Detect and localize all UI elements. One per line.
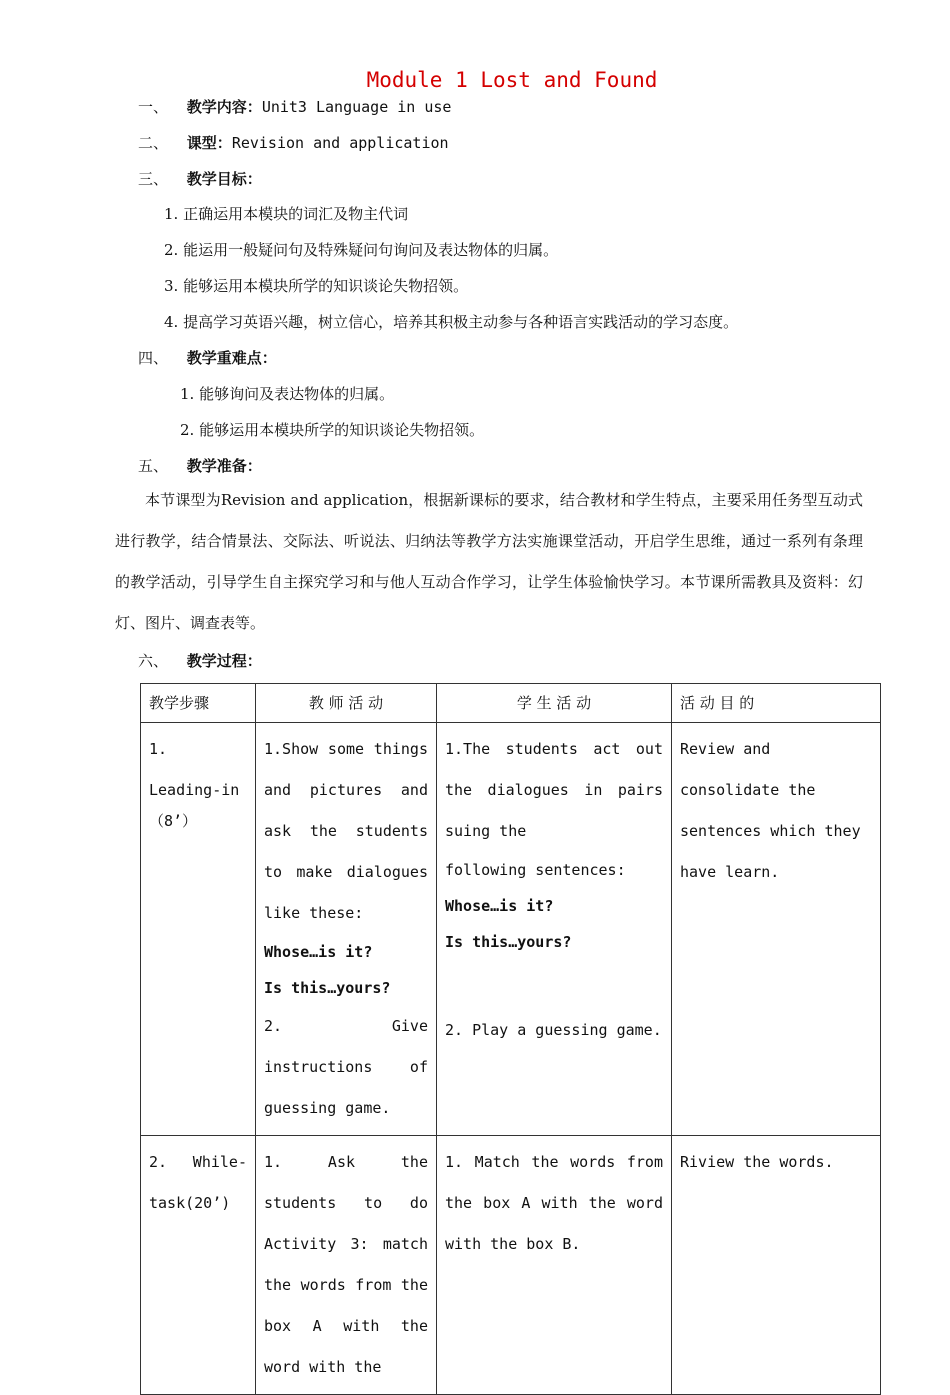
section-goals bbox=[138, 168, 262, 189]
table-header-row bbox=[141, 684, 881, 723]
header-cell-step: 教学步骤 bbox=[141, 684, 256, 723]
section-number: 三、 bbox=[138, 170, 169, 188]
student-question: Whose…is it? bbox=[445, 897, 554, 915]
student-question: Is this…yours? bbox=[445, 933, 572, 951]
cell-teacher bbox=[256, 723, 437, 1136]
section-process bbox=[138, 650, 262, 671]
process-table bbox=[140, 683, 881, 1395]
cell-step bbox=[141, 723, 256, 1136]
section-number: 二、 bbox=[138, 134, 169, 152]
table-row bbox=[141, 1136, 881, 1395]
cell-teacher: 1. Ask the students to do Activity 3: match the words from the box A with the word with the bbox=[256, 1136, 437, 1395]
section-heading: 教学内容： bbox=[186, 98, 262, 116]
section-number: 五、 bbox=[138, 457, 169, 475]
step-label: 1. Leading-in bbox=[149, 740, 240, 799]
step-time: （8’） bbox=[149, 812, 198, 830]
cell-student: 1. Match the words from the box A with the word with the box B. bbox=[437, 1136, 672, 1395]
section-number: 四、 bbox=[138, 349, 169, 367]
student-activity: 1.The students act out the dialogues in pairs suing the bbox=[445, 740, 663, 840]
section-keypoints bbox=[138, 347, 277, 368]
key-item: 1. 能够询问及表达物体的归属。 bbox=[180, 385, 395, 403]
section-type bbox=[138, 132, 449, 153]
section-heading: 教学准备： bbox=[186, 457, 262, 475]
section-number: 六、 bbox=[138, 652, 169, 670]
section-text: Revision and application bbox=[231, 134, 449, 152]
header-cell-teacher: 教 师 活 动 bbox=[256, 684, 437, 723]
header-cell-student: 学 生 活 动 bbox=[437, 684, 672, 723]
cell-purpose: Riview the words. bbox=[672, 1136, 881, 1395]
student-activity: following sentences: bbox=[445, 861, 626, 879]
page-title: Module 1 Lost and Found bbox=[366, 68, 658, 92]
teacher-activity: 2. Give instructions of guessing game. bbox=[264, 1017, 428, 1117]
header-cell-purpose: 活 动 目 的 bbox=[672, 684, 881, 723]
goal-item: 2. 能运用一般疑问句及特殊疑问句询问及表达物体的归属。 bbox=[164, 241, 559, 259]
section-heading: 教学重难点： bbox=[186, 349, 277, 367]
section-heading: 课型： bbox=[186, 134, 232, 152]
section-heading: 教学目标： bbox=[186, 170, 262, 188]
teacher-question: Is this…yours? bbox=[264, 979, 391, 997]
cell-step: 2. While-task(20’) bbox=[141, 1136, 256, 1395]
section-heading: 教学过程： bbox=[186, 652, 262, 670]
section-prep bbox=[138, 455, 262, 476]
cell-student bbox=[437, 723, 672, 1136]
table-row bbox=[141, 723, 881, 1136]
section-content bbox=[138, 96, 451, 117]
section-number: 一、 bbox=[138, 98, 169, 116]
goal-item: 3. 能够运用本模块所学的知识谈论失物招领。 bbox=[164, 277, 469, 295]
teacher-question: Whose…is it? bbox=[264, 943, 373, 961]
cell-purpose: Review and consolidate the sentences which they have learn. bbox=[672, 723, 881, 1136]
prep-paragraph: 本节课型为Revision and application，根据新课标的要求，结合教材和学生特点，主要采用任务型互动式进行教学，结合情景法、交际法、听说法、归纳法等教学方法实施课堂活动，开启学生思维，通过一系列有条理的教学活动，引导学生自主探究学习和与他人互动合作学习，让学生体验愉快学习。本节课所需教具及资料：幻灯、图片、调查表等。 bbox=[115, 491, 863, 632]
teacher-activity: 1.Show some things and pictures and ask the students to make dialogues like these: bbox=[264, 740, 428, 922]
goal-item: 4. 提高学习英语兴趣，树立信心，培养其积极主动参与各种语言实践活动的学习态度。 bbox=[164, 313, 739, 331]
key-item: 2. 能够运用本模块所学的知识谈论失物招领。 bbox=[180, 421, 485, 439]
section-text: Unit3 Language in use bbox=[261, 98, 452, 116]
student-activity: 2. Play a guessing game. bbox=[445, 1021, 662, 1039]
goal-item: 1. 正确运用本模块的词汇及物主代词 bbox=[164, 205, 409, 223]
